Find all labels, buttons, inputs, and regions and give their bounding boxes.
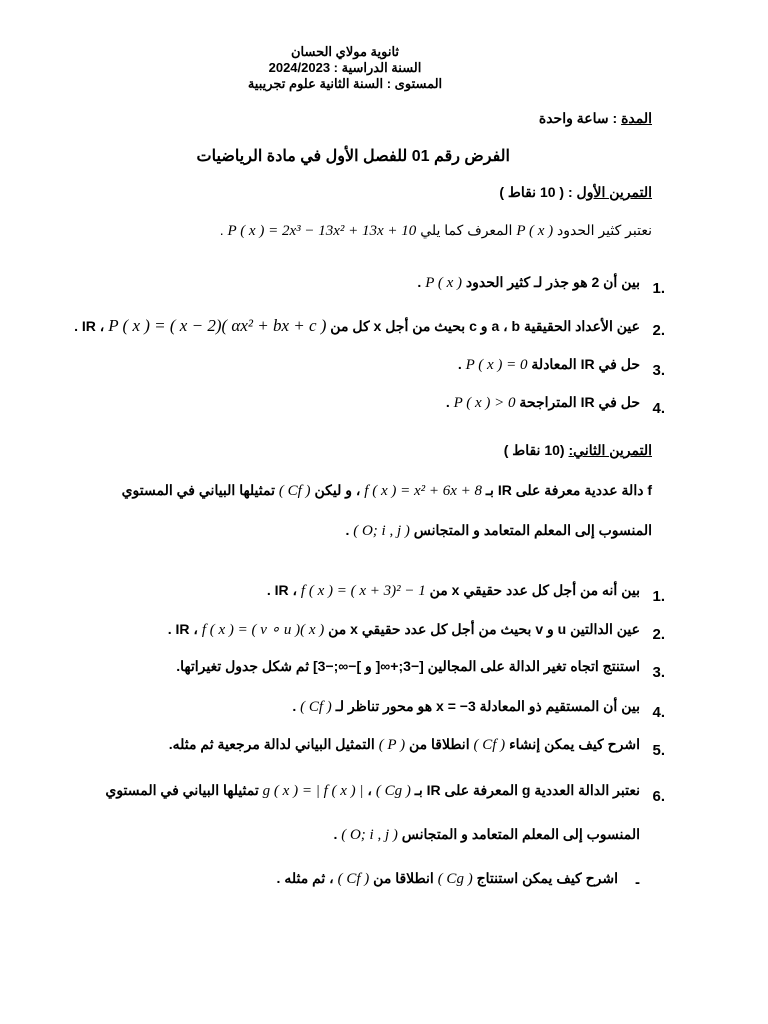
duration-value: : ساعة واحدة [538, 110, 622, 126]
exercise2-intro-b: ، و ليكن [314, 482, 361, 498]
ex1-q4 [446, 394, 640, 412]
ex1-q1-math: P ( x ) [425, 275, 462, 291]
ex2-q6-sub [277, 870, 618, 888]
ex2-q3 [176, 658, 640, 675]
ex2-q5 [169, 736, 640, 754]
ex2-q2-text: عين الدالتين u و v بحيث من أجل كل عدد حقيقي x من IR ، [175, 621, 640, 637]
school-name: ثانوية مولاي الحسان [290, 44, 400, 59]
ex1-q1-text: بين أن 2 هو جذر لـ كثير الحدود [465, 274, 640, 290]
exercise2-intro-line2: المنسوب إلى المعلم المتعامد و المتجانس ( O; i , j ) . [345, 522, 652, 539]
exercise2-intro-line1 [122, 482, 652, 500]
ex1-q3-text: حل في IR المعادلة [531, 356, 640, 372]
ex2-q5-math: ( Cf ) [473, 737, 506, 753]
ex2-q3-number: 3. [652, 664, 665, 681]
ex2-q4-math: ( Cf ) [300, 699, 332, 715]
ex1-q2-end: . [74, 318, 79, 334]
ex1-q1-end: . [417, 274, 422, 290]
exercise1-intro-mid: المعرف كما يلي [420, 222, 513, 238]
ex1-q4-text: حل في IR المتراجحة [519, 394, 640, 410]
ex2-q6-math: g ( x ) = | f ( x ) | [262, 783, 364, 799]
ex1-q3 [458, 356, 640, 374]
ex2-q4-number: 4. [652, 704, 665, 721]
exercise1-title: التمرين الأول [576, 184, 652, 200]
exercise2-intro-c: تمثيلها البياني في المستوي [121, 482, 275, 498]
ex2-q6-text2: ، [367, 782, 372, 798]
ex2-q2-math: f ( x ) = ( v ∘ u )( x ) [201, 622, 325, 638]
exercise2-title: التمرين الثاني: [568, 442, 652, 458]
ex1-q4-number: 4. [652, 400, 665, 417]
exercise1-intro-px: P ( x ) [516, 223, 554, 239]
ex1-q3-number: 3. [652, 362, 665, 379]
ex2-q5-math2: ( P ) [378, 737, 406, 753]
ex2-q5-text: اشرح كيف يمكن إنشاء [509, 736, 640, 752]
ex2-q2-number: 2. [652, 626, 665, 643]
exercise2-intro-a: f دالة عددية معرفة على IR بـ [485, 482, 652, 498]
exercise2-frame: ( O; i , j ) [353, 523, 410, 539]
ex2-q5-text2: انطلاقا من [408, 736, 470, 752]
ex2-q6-line2: المنسوب إلى المعلم المتعامد و المتجانس ( O; i , j ) . [333, 826, 640, 843]
ex2-q6-sub-text2: انطلاقا من [373, 870, 434, 886]
exercise1-intro: نعتبر كثير الحدود P ( x ) المعرف كما يلي P ( x ) = 2x³ − 13x² + 13x + 10 . [219, 222, 652, 239]
exercise2-intro-frame-text: المنسوب إلى المعلم المتعامد و المتجانس [413, 522, 652, 538]
exercise2-heading [504, 442, 652, 459]
ex1-q2-text: عين الأعداد الحقيقية a ، b و c بحيث من أجل x كل من IR ، [81, 318, 640, 334]
ex2-q4-text: بين أن المستقيم ذو المعادلة x = −3 هو محور تناظر لـ [335, 698, 640, 714]
exam-title: الفرض رقم 01 للفصل الأول في مادة الرياضيات [196, 148, 510, 165]
ex2-q1-end: . [266, 582, 271, 598]
exercise1-polynomial: P ( x ) = 2x³ − 13x² + 13x + 10 [227, 223, 417, 239]
class-level: المستوى : السنة الثانية علوم تجريبية [247, 76, 443, 91]
ex2-q5-number: 5. [652, 742, 665, 759]
exercise1-intro-text: نعتبر كثير الحدود [557, 222, 652, 238]
ex2-q4-end: . [292, 698, 297, 714]
ex2-q6-sub-text: اشرح كيف يمكن استنتاج [476, 870, 618, 886]
ex2-q6-frame-text: المنسوب إلى المعلم المتعامد و المتجانس [401, 826, 640, 842]
ex1-q3-end: . [457, 356, 462, 372]
ex2-q4 [292, 698, 640, 716]
ex2-q6-text3: تمثيلها البياني في المستوي [105, 782, 259, 798]
ex2-q6-number: 6. [652, 788, 665, 805]
ex2-q6-sub-cf: ( Cf ) [337, 871, 370, 887]
ex2-q6-sub-cg: ( Cg ) [437, 871, 473, 887]
ex1-q1 [417, 274, 640, 292]
ex2-q1 [267, 582, 640, 600]
ex2-q6-text: نعتبر الدالة العددية g المعرفة على IR بـ [414, 782, 640, 798]
ex2-q6-sub-end: ، ثم مثله . [276, 870, 334, 886]
ex2-q1-text: بين أنه من أجل كل عدد حقيقي x من IR ، [274, 582, 640, 598]
duration-line [539, 110, 652, 127]
ex1-q4-end: . [445, 394, 450, 410]
duration-label: المدة [621, 110, 652, 126]
school-year: السنة الدراسية : 2024/2023 [268, 60, 422, 75]
ex1-q2 [74, 316, 640, 336]
ex2-q1-number: 1. [652, 588, 665, 605]
exercise2-function-formula: f ( x ) = x² + 6x + 8 [364, 483, 483, 499]
ex1-q1-number: 1. [652, 280, 665, 297]
ex2-q6-frame: ( O; i , j ) [341, 827, 398, 843]
ex2-q2 [168, 620, 640, 639]
exercise2-curve-cf: ( Cf ) [278, 483, 311, 499]
ex2-q1-math: f ( x ) = ( x + 3)² − 1 [300, 583, 426, 599]
sub-dash: - [635, 874, 640, 891]
ex1-q3-math: P ( x ) = 0 [465, 357, 528, 373]
ex2-q5-text3: التمثيل البياني لدالة مرجعية ثم مثله. [168, 736, 375, 752]
exercise1-heading [499, 184, 652, 201]
ex2-q6 [105, 782, 640, 800]
ex2-q2-end: . [167, 621, 172, 637]
ex1-q2-math: P ( x ) = ( x − 2)( αx² + bx + c ) [108, 316, 327, 335]
ex2-q6-math2: ( Cg ) [375, 783, 411, 799]
ex1-q2-number: 2. [652, 322, 665, 339]
exercise2-points: (10 نقاط ) [503, 442, 569, 458]
ex2-q3-text: استنتج اتجاه تغير الدالة على المجالين [−3;+∞[ و ]−∞;−3] ثم شكل جدول تغيراتها. [176, 658, 640, 674]
ex1-q4-math: P ( x ) > 0 [453, 395, 516, 411]
exercise1-points: : ( 10 نقاط ) [499, 184, 577, 200]
